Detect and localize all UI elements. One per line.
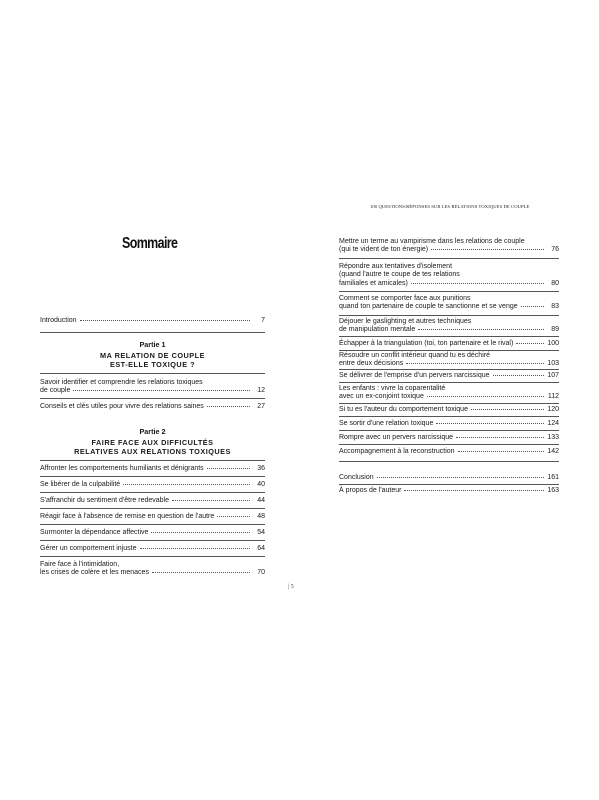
toc-entry-page: 70 <box>257 569 265 577</box>
leader-dots <box>140 548 251 549</box>
toc-entry-title: Se libérer de la culpabilité <box>40 481 121 488</box>
toc-entry[interactable] <box>339 340 559 348</box>
leader-dots <box>123 484 250 485</box>
toc-entry-title: Conclusion <box>339 474 374 481</box>
leader-dots <box>406 363 544 364</box>
toc-entry[interactable] <box>40 545 265 553</box>
part-2-title: FAIRE FACE AUX DIFFICULTÉS RELATIVES AUX RELATIONS TOXIQUES <box>74 438 231 456</box>
toc-entry-title: À propos de l'auteur <box>339 487 402 494</box>
leader-dots <box>521 306 544 307</box>
leader-dots <box>172 500 250 501</box>
toc-entry-page: 163 <box>547 487 559 494</box>
leader-dots <box>152 572 250 573</box>
leader-dots <box>436 423 544 424</box>
toc-entry[interactable] <box>339 318 559 335</box>
divider <box>40 492 265 493</box>
toc-entry-page: 83 <box>551 303 559 311</box>
divider <box>339 350 559 351</box>
divider <box>339 484 559 485</box>
divider <box>40 332 265 333</box>
leader-dots <box>516 343 544 344</box>
toc-entry-page: 27 <box>257 403 265 410</box>
toc-entry[interactable] <box>339 295 559 312</box>
leader-dots <box>207 406 250 407</box>
toc-entry-title: Rompre avec un pervers narcissique <box>339 434 453 441</box>
leader-dots <box>217 516 250 517</box>
toc-entry-title: Déjouer le gaslighting et autres techniques <box>339 318 472 325</box>
toc-entry-page: 80 <box>551 279 559 287</box>
toc-entry-title: Gérer un comportement injuste <box>40 545 137 552</box>
toc-entry-title: Conseils et clés utiles pour vivre des relations saines <box>40 403 204 410</box>
toc-entry-title: Faire face à l'intimidation, <box>40 561 120 568</box>
toc-entry-title: (qui te vident de ton énergie) <box>339 246 429 254</box>
leader-dots <box>493 375 544 376</box>
part-2-label: Partie 2 <box>139 427 166 436</box>
divider <box>339 461 559 462</box>
divider <box>339 403 559 404</box>
divider <box>40 508 265 509</box>
toc-entry-title: Répondre aux tentatives d'isolement <box>339 263 453 270</box>
leader-dots <box>207 468 250 469</box>
toc-entry[interactable] <box>339 406 559 414</box>
toc-entry-title: Échapper à la triangulation (toi, ton partenaire et le rival) <box>339 340 514 347</box>
leader-dots <box>404 490 544 491</box>
toc-entry-title: avec un ex-conjoint toxique <box>339 393 424 401</box>
toc-entry-title: Introduction <box>40 317 77 324</box>
toc-entry-page: 44 <box>257 497 265 504</box>
toc-entry-title: S'affranchir du sentiment d'être redevable <box>40 497 170 504</box>
toc-entry[interactable] <box>40 561 265 578</box>
toc-entry-page: 120 <box>547 406 559 413</box>
page-title: Sommaire <box>122 235 178 252</box>
leader-dots <box>151 532 250 533</box>
toc-entry-title: de manipulation mentale <box>339 326 416 334</box>
toc-entry-title: de couple <box>40 387 71 395</box>
toc-entry-page: 142 <box>547 448 559 455</box>
toc-entry-page: 40 <box>257 481 265 488</box>
toc-entry-about-author[interactable] <box>339 487 559 495</box>
toc-entry-introduction[interactable] <box>40 317 265 325</box>
toc-entry-page: 76 <box>551 246 559 254</box>
divider <box>339 444 559 445</box>
toc-entry-conclusion[interactable] <box>339 474 559 482</box>
divider <box>40 398 265 399</box>
toc-entry-page: 89 <box>551 326 559 334</box>
toc-entry[interactable] <box>339 372 559 380</box>
toc-entry[interactable] <box>40 513 265 521</box>
toc-entry-title: Mettre un terme au vampirisme dans les relations de couple <box>339 238 525 245</box>
toc-entry-page: 133 <box>547 434 559 441</box>
toc-entry[interactable] <box>339 420 559 428</box>
toc-entry-title: Accompagnement à la reconstruction <box>339 448 455 455</box>
leader-dots <box>427 396 544 397</box>
toc-entry-title: Se délivrer de l'emprise d'un pervers narcissique <box>339 372 490 379</box>
toc-entry[interactable] <box>40 403 265 411</box>
toc-entry-title: Comment se comporter face aux punitions <box>339 295 471 302</box>
part-1-title: MA RELATION DE COUPLE EST-ELLE TOXIQUE ? <box>100 351 205 369</box>
toc-entry-title: Affronter les comportements humiliants et dénigrants <box>40 465 204 472</box>
divider <box>40 524 265 525</box>
leader-dots <box>431 249 544 250</box>
leader-dots <box>456 437 544 438</box>
divider <box>339 291 559 292</box>
toc-entry-title: Les enfants : vivre la coparentalité <box>339 385 446 392</box>
divider <box>339 315 559 316</box>
toc-entry-title: entre deux décisions <box>339 360 404 368</box>
page-number: | 5 <box>288 584 294 590</box>
toc-entry-page: 107 <box>547 372 559 379</box>
toc-entry-page: 54 <box>257 529 265 536</box>
leader-dots <box>458 451 544 452</box>
toc-entry-title: quand ton partenaire de couple te sanctionne et se venge <box>339 303 518 311</box>
toc-entry-page: 161 <box>547 474 559 481</box>
toc-entry-page: 36 <box>257 465 265 472</box>
divider <box>40 556 265 557</box>
leader-dots <box>377 477 544 478</box>
toc-entry[interactable] <box>339 263 559 288</box>
toc-entry-title: familiales et amicales) <box>339 279 408 287</box>
toc-entry-page: 48 <box>257 513 265 520</box>
leader-dots <box>471 409 544 410</box>
toc-entry-title: Se sortir d'une relation toxique <box>339 420 434 427</box>
divider <box>339 369 559 370</box>
toc-entry-title: (quand l'autre te coupe de tes relations <box>339 271 460 279</box>
divider <box>339 336 559 337</box>
running-head: 100 QUESTIONS/RÉPONSES SUR LES RELATIONS TOXIQUES DE COUPLE <box>370 204 530 209</box>
toc-entry-title: les crises de colère et les menaces <box>40 569 149 577</box>
toc-entry-page: 64 <box>257 545 265 552</box>
leader-dots <box>418 329 544 330</box>
toc-entry-page: 12 <box>257 387 265 395</box>
divider <box>339 430 559 431</box>
toc-entry[interactable] <box>40 465 265 473</box>
toc-entry[interactable] <box>339 385 559 402</box>
toc-entry[interactable] <box>40 497 265 505</box>
toc-entry-title: Surmonter la dépendance affective <box>40 529 149 536</box>
toc-entry[interactable] <box>339 238 559 255</box>
leader-dots <box>73 390 250 391</box>
toc-entry-page: 100 <box>547 340 559 347</box>
divider <box>339 258 559 259</box>
part-1-label: Partie 1 <box>139 340 166 349</box>
toc-entry[interactable] <box>339 352 559 369</box>
toc-entry-title: Résoudre un conflit intérieur quand tu es déchiré <box>339 352 490 359</box>
toc-entry[interactable] <box>339 434 559 442</box>
divider <box>40 460 265 461</box>
toc-entry-page: 124 <box>547 420 559 427</box>
divider <box>40 373 265 374</box>
toc-entry-title: Si tu es l'auteur du comportement toxique <box>339 406 468 413</box>
divider <box>40 540 265 541</box>
toc-entry[interactable] <box>339 448 559 456</box>
toc-entry-page: 7 <box>261 317 265 324</box>
toc-entry[interactable] <box>40 481 265 489</box>
toc-entry[interactable] <box>40 529 265 537</box>
divider <box>339 382 559 383</box>
leader-dots <box>80 320 250 321</box>
toc-entry-title: Réagir face à l'absence de remise en question de l'autre <box>40 513 215 520</box>
toc-entry-page: 103 <box>547 360 559 368</box>
divider <box>339 416 559 417</box>
toc-entry-page: 112 <box>547 393 559 401</box>
divider <box>40 476 265 477</box>
toc-entry[interactable] <box>40 379 265 396</box>
toc-entry-title: Savoir identifier et comprendre les relations toxiques <box>40 379 203 386</box>
leader-dots <box>411 283 544 284</box>
